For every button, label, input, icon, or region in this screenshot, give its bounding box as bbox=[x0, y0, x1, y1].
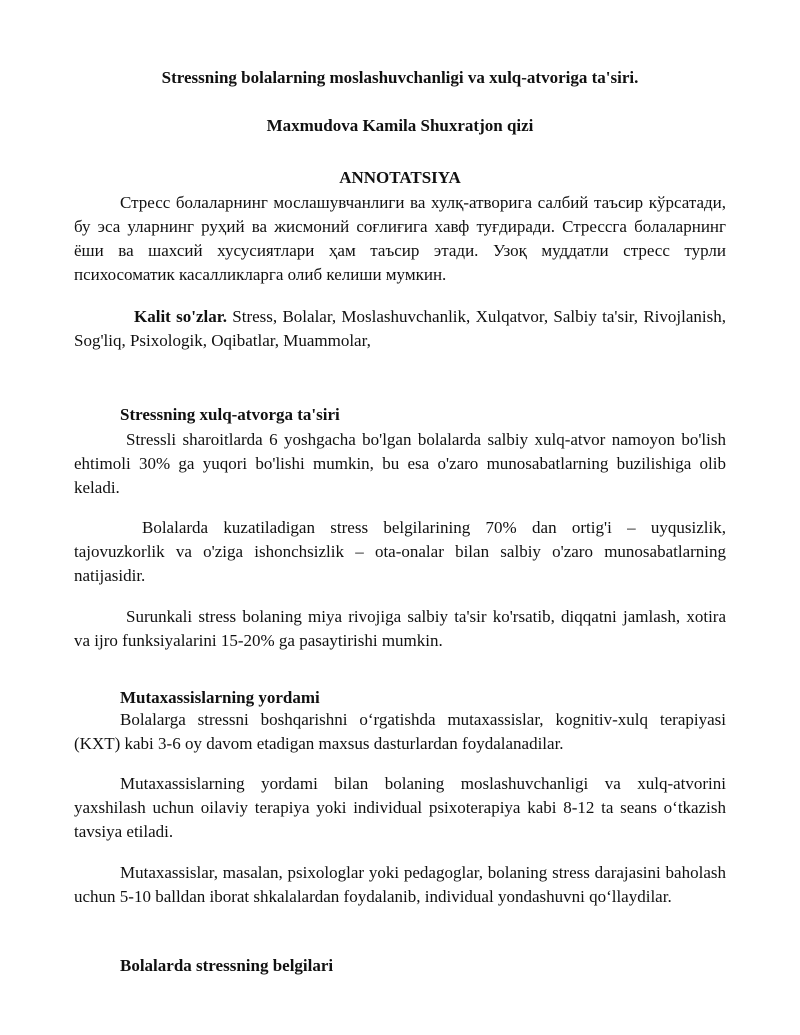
specialists-paragraph-1: Bolalarga stressni boshqarishni oʻrgatishda mutaxassislar, kognitiv-xulq terapiyasi (KXT) kabi 3-6 oy davom etadigan maxsus dasturlardan foydalanadilar. bbox=[74, 710, 726, 753]
behavior-paragraph-2: Bolalarda kuzatiladigan stress belgilarining 70% dan ortig'i – uyqusizlik, tajovuzkorlik va o'ziga ishonchsizlik – ota-onalar bilan salbiy o'zaro munosabatlarning natijasidir. bbox=[74, 518, 726, 585]
keywords-text: Stress, Bolalar, Moslashuvchanlik, Xulqatvor, Salbiy ta'sir, Rivojlanish, Sog'liq, Psixologik, Oqibatlar, Muammolar, bbox=[74, 307, 726, 350]
section-heading-behavior: Stressning xulq-atvorga ta'siri bbox=[120, 405, 340, 424]
specialists-paragraph-2: Mutaxassislarning yordami bilan bolaning moslashuvchanligi va xulq-atvorini yaxshilash uchun oilaviy terapiya yoki individual psixoterapiya kabi 8-12 ta seans oʻtkazish tavsiya etiladi. bbox=[74, 774, 726, 841]
specialists-paragraph-3: Mutaxassislar, masalan, psixologlar yoki pedagoglar, bolaning stress darajasini baholash uchun 5-10 balldan iborat shkalalardan foydalanib, individual yondashuvni qoʻllaydilar. bbox=[74, 863, 726, 906]
document-title: Stressning bolalarning moslashuvchanligi va xulq-atvoriga ta'siri. bbox=[161, 68, 639, 87]
behavior-paragraph-1: Stressli sharoitlarda 6 yoshgacha bo'lgan bolalarda salbiy xulq-atvor namoyon bo'lish ehtimoli 30% ga yuqori bo'lishi mumkin, bu esa o'zaro munosabatlarning buzilishiga olib keladi. bbox=[74, 430, 726, 497]
section-heading-signs: Bolalarda stressning belgilari bbox=[120, 956, 334, 975]
annotation-text: Стресс болаларнинг мослашувчанлиги ва хулқ-атворига салбий таъсир кўрсатади, бу эса уларнинг руҳий ва жисмоний соғлиғига хавф туғдиради. Стрессга болаларнинг ёши ва шахсий хусусиятлари ҳам таъсир этади. Узоқ муддатли стресс турли психосоматик касалликларга олиб келиши мумкин. bbox=[74, 193, 726, 284]
keywords-label: Kalit so'zlar. bbox=[134, 307, 227, 326]
annotation-heading: ANNOTATSIYA bbox=[339, 168, 461, 187]
keywords-paragraph bbox=[74, 305, 726, 353]
author-name: Maxmudova Kamila Shuxratjon qizi bbox=[266, 116, 534, 135]
annotation-paragraph bbox=[74, 191, 726, 287]
section-heading-specialists: Mutaxassislarning yordami bbox=[120, 688, 320, 707]
behavior-paragraph-3: Surunkali stress bolaning miya rivojiga salbiy ta'sir ko'rsatib, diqqatni jamlash, xotira va ijro funksiyalarini 15-20% ga pasaytirishi mumkin. bbox=[74, 607, 726, 650]
